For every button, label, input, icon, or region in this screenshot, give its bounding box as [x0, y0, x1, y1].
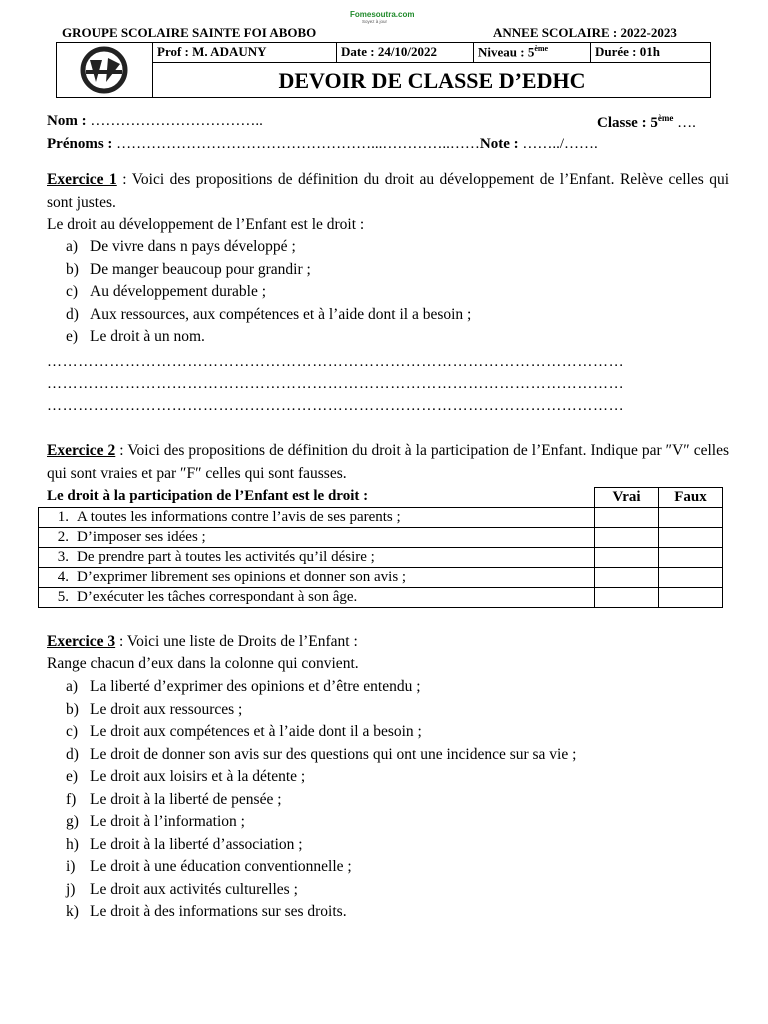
list-item: i) Le droit à une éducation conventionnelle ;: [66, 858, 352, 875]
prof-cell: Prof : M. ADAUNY: [153, 42, 337, 63]
ex1-label: Exercice 1: [47, 171, 117, 188]
ex3-intro: Exercice 3 : Voici une liste de Droits de l’Enfant :: [47, 633, 358, 650]
ex1-intro: Exercice 1 : Voici des propositions de définition du droit au développement de l’Enfant. Relève celles qui sont justes.: [47, 171, 730, 211]
faux-cell[interactable]: [659, 568, 723, 588]
ex2-table-heading: Le droit à la participation de l’Enfant est le droit :: [47, 488, 369, 504]
nom-line: Nom : ……………………………..: [47, 113, 263, 129]
col-vrai: Vrai: [595, 488, 659, 508]
table-row: 2. D’imposer ses idées ;: [39, 528, 723, 548]
faux-cell[interactable]: [659, 528, 723, 548]
vrai-cell[interactable]: [595, 548, 659, 568]
list-item: e) Le droit à un nom.: [66, 328, 205, 345]
col-faux: Faux: [659, 488, 723, 508]
list-item: j) Le droit aux activités culturelles ;: [66, 880, 298, 898]
school-emblem-icon: [56, 42, 153, 98]
list-item: k) Le droit à des informations sur ses droits.: [66, 903, 347, 920]
ex1-answer-lines: ………………………………………………………………………………………………… ………………………………………………………………………………………………… …………………………………………………………………………………………………: [47, 354, 625, 414]
brand-tagline: Soyez à jour: [362, 19, 388, 24]
date-cell: Date : 24/10/2022: [337, 42, 474, 63]
list-item: h) Le droit à la liberté d’association ;: [66, 835, 303, 853]
table-row: 5. D’exécuter les tâches correspondant à son âge.: [39, 588, 723, 608]
list-item: g) Le droit à l’information ;: [66, 813, 245, 830]
ex2-label: Exercice 2: [47, 442, 116, 459]
list-item: b) Le droit aux ressources ;: [66, 700, 243, 718]
vrai-cell[interactable]: [595, 528, 659, 548]
classe-line: Classe : 5ème ….: [597, 113, 696, 131]
vrai-cell[interactable]: [595, 568, 659, 588]
list-item: e) Le droit aux loisirs et à la détente ;: [66, 768, 306, 785]
prenoms-line: Prénoms : ……………………………………………...…………..……Note : ……../…….: [47, 136, 598, 152]
ex1-list: [66, 236, 471, 349]
duree-cell: Durée : 01h: [591, 42, 711, 63]
faux-cell[interactable]: [659, 588, 723, 608]
list-item: c) Le droit aux compétences et à l’aide dont il a besoin ;: [66, 723, 422, 740]
table-row: 3. De prendre part à toutes les activités qu’il désire ;: [39, 548, 723, 568]
school-logo: [56, 42, 153, 98]
list-item: f) Le droit à la liberté de pensée ;: [66, 790, 282, 808]
list-item: d) Aux ressources, aux compétences et à l’aide dont il a besoin ;: [66, 305, 472, 323]
ex2-table: [38, 487, 723, 608]
school-name: GROUPE SCOLAIRE SAINTE FOI ABOBO: [62, 25, 317, 40]
ex3-stem: Range chacun d’eux dans la colonne qui convient.: [47, 655, 359, 672]
school-year: ANNEE SCOLAIRE : 2022-2023: [493, 25, 677, 40]
list-item: c) Au développement durable ;: [66, 283, 267, 300]
page-title: DEVOIR DE CLASSE D’EDHC: [278, 68, 586, 93]
list-item: b) De manger beaucoup pour grandir ;: [66, 260, 311, 278]
list-item: a) De vivre dans n pays développé ;: [66, 238, 296, 255]
ex2-intro: Exercice 2 : Voici des propositions de définition du droit à la participation de l’Enfant. Indique par ″V″ celles qui sont vraies et par ″F″ celles qui sont fausses.: [47, 442, 730, 482]
vrai-cell[interactable]: [595, 508, 659, 528]
table-row: 4. D’exprimer librement ses opinions et donner son avis ;: [39, 568, 723, 588]
list-item: a) La liberté d’exprimer des opinions et d’être entendu ;: [66, 678, 421, 695]
ex3-label: Exercice 3: [47, 633, 116, 650]
brand-logo-text: Fomesoutra.com: [350, 10, 415, 19]
table-row: 1. A toutes les informations contre l’avis de ses parents ;: [39, 508, 723, 528]
faux-cell[interactable]: [659, 548, 723, 568]
ex1-stem: Le droit au développement de l’Enfant est le droit :: [47, 216, 365, 233]
ex3-list: [66, 676, 576, 924]
niveau-cell: Niveau : 5ème: [474, 42, 591, 63]
list-item: d) Le droit de donner son avis sur des questions qui ont une incidence sur sa vie ;: [66, 745, 577, 763]
faux-cell[interactable]: [659, 508, 723, 528]
vrai-cell[interactable]: [595, 588, 659, 608]
